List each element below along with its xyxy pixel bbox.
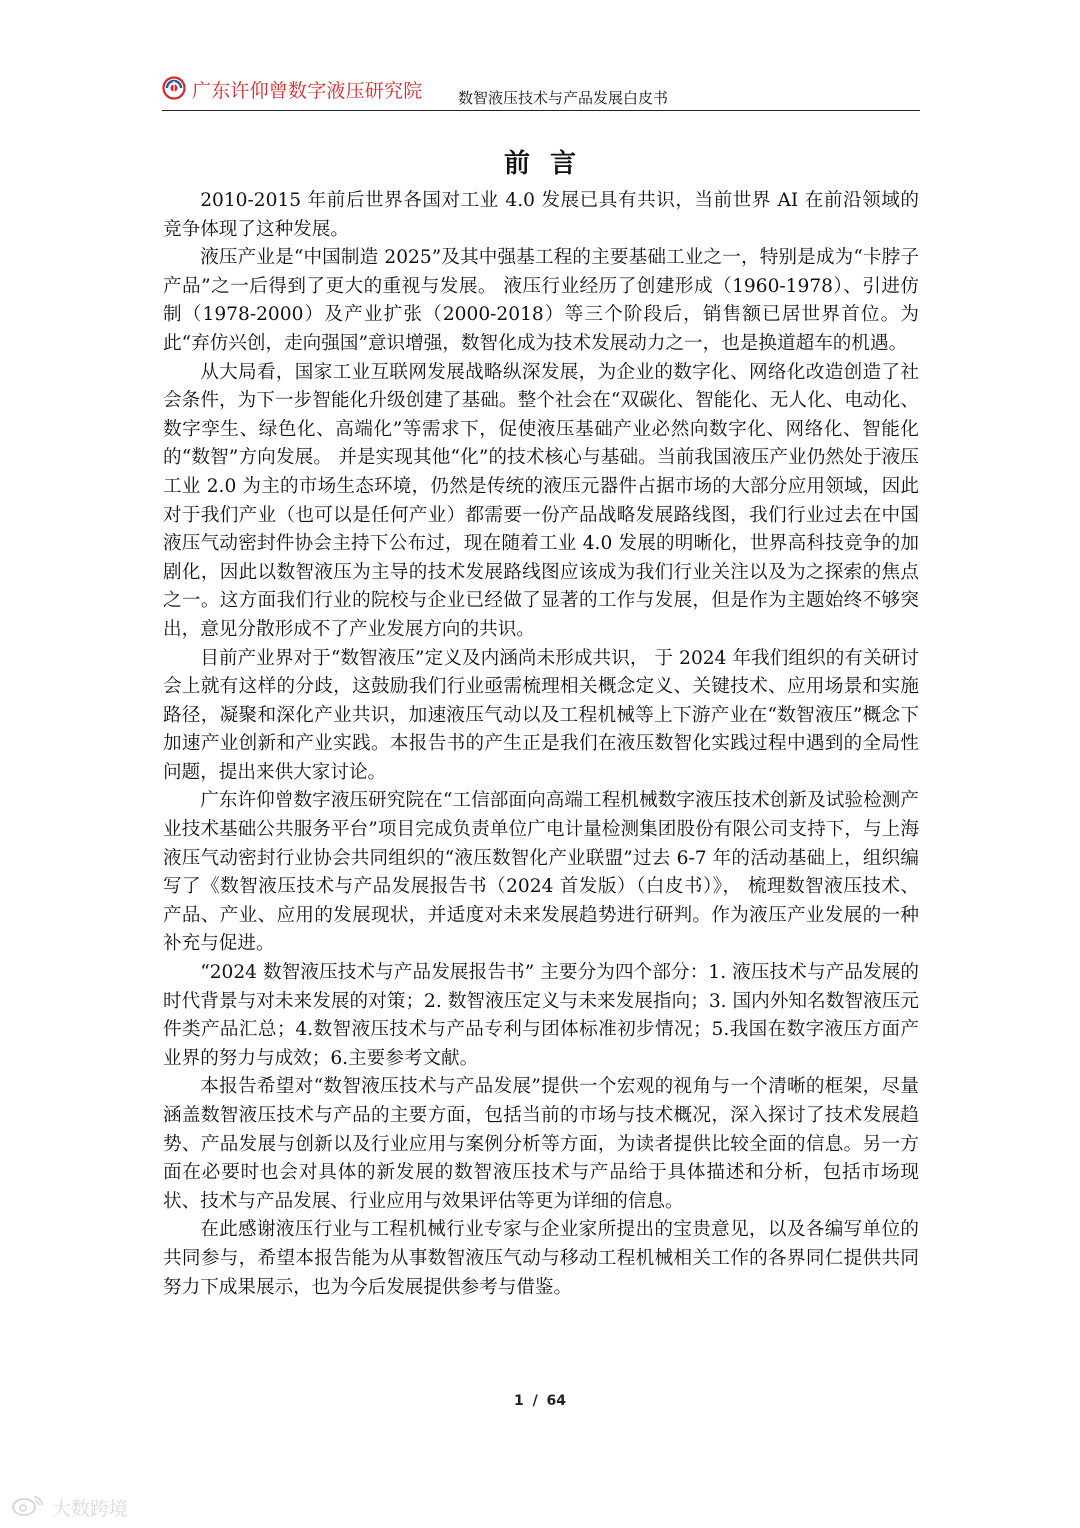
watermark-text: 大数跨境: [52, 1498, 129, 1520]
paragraph: 本报告希望对“数智液压技术与产品发展”提供一个宏观的视角与一个清晰的框架，尽量涵盖数智液压技术与产品的主要方面，包括当前的市场与技术概况，深入探讨了技术发展趋势、产品发展与创新以及行业应用与案例分析等方面，为读者提供比较全面的信息。另一方面在必要时也会对具体的新发展的数智液压技术与产品给于具体描述和分析，包括市场现状、技术与产品发展、行业应用与效果评估等更为详细的信息。: [163, 1076, 919, 1212]
header-divider: [162, 110, 920, 111]
paragraph: 在此感谢液压行业与工程机械行业专家与企业家所提出的宝贵意见，以及各编写单位的共同参与，希望本报告能为从事数智液压气动与移动工程机械相关工作的各界同仁提供共同努力下成果展示，也为今后发展提供参考与借鉴。: [163, 1219, 919, 1298]
preface-body: [163, 187, 919, 1302]
page-number: 1 / 64: [513, 1393, 567, 1409]
paragraph: 广东许仰曾数字液压研究院在“工信部面向高端工程机械数字液压技术创新及试验检测产业技术基础公共服务平台”项目完成负责单位广电计量检测集团股份有限公司支持下，与上海液压气动密封行业协会共同组织的“液压数智化产业联盟”过去 6-7 年的活动基础上，组织编写了《数智液压技术与产品发展报告书（2024 首发版）（白皮书）》， 梳理数智液压技术、产品、产业、应用的发展现状，并适度对未来发展趋势进行研判。作为液压产业发展的一种补充与促进。: [163, 790, 919, 955]
page-header: [162, 74, 918, 110]
paragraph: 液压产业是“中国制造 2025”及其中强基工程的主要基础工业之一，特别是成为“卡脖子产品”之一后得到了更大的重视与发展。 液压行业经历了创建形成（1960-1978）、引进仿制（1978-2000）及产业扩张（2000-2018）等三个阶段后，销售额已居世界首位。为此“弃仿兴创，走向强国”意识增强，数智化成为技术发展动力之一，也是换道超车的机遇。: [163, 247, 919, 354]
paragraph: 目前产业界对于“数智液压”定义及内涵尚未形成共识， 于 2024 年我们组织的有关研讨会上就有这样的分歧，这鼓励我们行业亟需梳理相关概念定义、关键技术、应用场景和实施路径，凝聚和深化产业共识，加速液压气动以及工程机械等上下游产业在“数智液压”概念下加速产业创新和产业实践。本报告书的产生正是我们在液压数智化实践过程中遇到的全局性问题，提出来供大家讨论。: [163, 647, 919, 783]
organization-name: 广东许仰曾数字液压研究院: [192, 80, 423, 102]
institute-logo-icon: [162, 76, 186, 100]
paragraph: 2010-2015 年前后世界各国对工业 4.0 发展已具有共识，当前世界 AI 在前沿领域的竞争体现了这种发展。: [163, 190, 919, 240]
paragraph: 从大局看，国家工业互联网发展战略纵深发展，为企业的数字化、网络化改造创造了社会条件，为下一步智能化升级创建了基础。整个社会在“双碳化、智能化、无人化、电动化、数字孪生、绿色化、高端化”等需求下，促使液压基础产业必然向数字化、网络化、智能化的“数智”方向发展。 并是实现其他“化”的技术核心与基础。当前我国液压产业仍然处于液压工业 2.0 为主的市场生态环境，仍然是传统的液压元器件占据市场的大部分应用领域，因此对于我们产业（也可以是任何产业）都需要一份产品战略发展路线图，我们行业过去在中国液压气动密封件协会主持下公布过，现在随着工业 4.0 发展的明晰化，世界高科技竞争的加剧化，因此以数智液压为主导的技术发展路线图应该成为我们行业关注以及为之探索的焦点之一。这方面我们行业的院校与企业已经做了显著的工作与发展，但是作为主题始终不够突出，意见分散形成不了产业发展方向的共识。: [163, 361, 919, 640]
page-title: 前言: [503, 149, 596, 179]
weibo-logo-icon: [10, 1493, 46, 1517]
paragraph: “2024 数智液压技术与产品发展报告书” 主要分为四个部分：1. 液压技术与产品发展的时代背景与对未来发展的对策；2. 数智液压定义与未来发展指向；3. 国内外知名数智液压元件类产品汇总；4.数智液压技术与产品专利与团体标准初步情况；5.我国在数字液压方面产业界的努力与成效；6.主要参考文献。: [163, 962, 919, 1069]
document-title: 数智液压技术与产品发展白皮书: [458, 89, 669, 107]
